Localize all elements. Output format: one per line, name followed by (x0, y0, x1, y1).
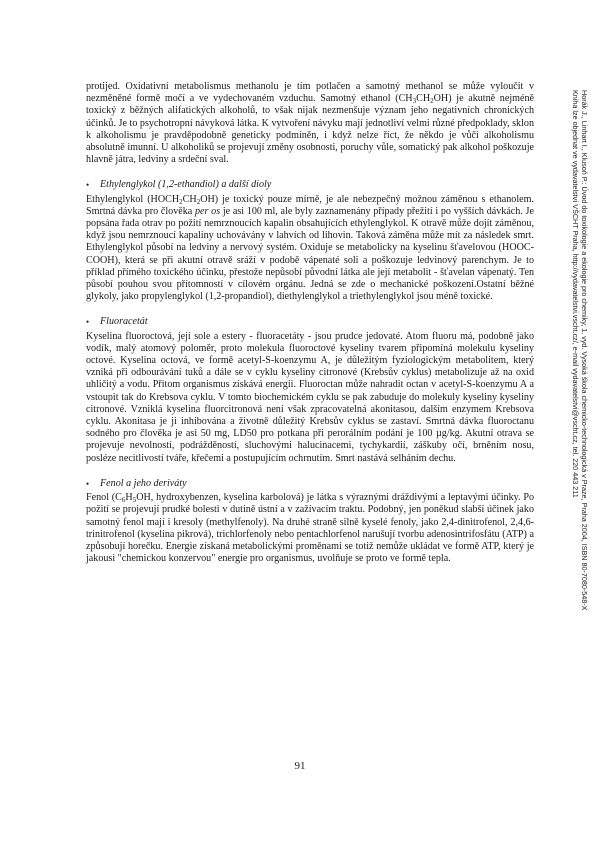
section-title-fluoracetat: • Fluoracetát (86, 316, 148, 328)
paragraph-fluoracetat: Kyselina fluoroctová, její sole a estery - fluoracetáty - jsou prudce jedovaté. Atom fluoru má, podobně jako vodík, malý atomový poloměr, proto molekula fluoroctové kyseliny tvarem připomíná molekulu kyseliny octové. Kyselina octová, ve formě acetyl-S-koenzymu A, je důležitým fyziologickým metabolitem, který vzniká při odbourávání tuků a dále se v cyklu kyseliny citronové (Krebsův cyklus) metabolizuje až na oxid uhličitý a vodu. Přitom organismus získává energii. Fluoroctan může nahradit octan v acetyl-S-koenzymu A a vstoupit tak do Krebsova cyklu. V tomto biochemickém cyklu se pak zabuduje do molekuly kyseliny kyseliny citronové. Vzniklá kyselina fluorcitronová není však zpracovatelná akonitasou, dalším enzymem Krebsova cyklu. Akonitasa je ji inhibována a životně důležitý Krebsův cyklus se zastaví. Smrtná dávka fluoroctanu sodného pro člověka je asi 50 mg, LD50 pro potkana při perorálním podání je 100 µg/kg. Akutní otrava se projevuje nevolností, podrážděností, sluchovými halucinacemi, tychykardií, záškuby očí, brněním nosu, posléze necitlivostí tváře, křečemi a postupujícím ochrnutím. Smrt nastává selháním dechu. (86, 330, 534, 464)
bullet-icon: • (86, 180, 90, 191)
bullet-icon: • (86, 317, 90, 328)
section-title-fenol: • Fenol a jeho deriváty (86, 477, 187, 489)
section-title-ethylenglykol: • Ethylenglykol (1,2-ethandiol) a další dioly (86, 179, 272, 191)
page-body (86, 81, 534, 565)
paragraph-fenol: Fenol ($C_6H_5OH$, hydroxybenzen, kyselina karbolová) je látka s výraznými dráždivými a leptavými účinky. Po požití se projevují prudké bolesti v dutině ústní a v zažívacím traktu. Podobný, jen poněkud slabší účinek jako samotný fenol mají i kresoly (methylfenoly). Na druhé straně silně kyselé fenoly, jako 2,4-dinitrofenol, 2,4,6-trinitrofenol (kyselina pikrová), trichlorfenoly nebo pentachlorfenol narušují tvorbu adenosintrifosfátu (ATP) a způsobují horečku. Energie získaná metabolickými proměnami se totiž nemůže ukládat ve formě ATP, který je jakousi "chemickou konzervou" energie pro organismus, uvolňuje se proto ve formě tepla. (86, 492, 535, 565)
bullet-icon: • (86, 478, 90, 489)
side-citation (561, 90, 600, 650)
intro-paragraph: protijed. Oxidativní metabolismus methanolu je tím potlačen a samotný methanol se může vyloučit v nezměněné formě močí a ve vydechovaném vzduchu. Samotný ethanol $(CH_3CH_2OH)$ je akutně nejméně toxický z běžných alifatických alkoholů, to však nijak nezmenšuje význam jeho negativních chronických účinků. Je to psychotropní návyková látka. K vytvoření návyku mají jednotliví velmi různé předpoklady, sklon k alkoholismu je pravděpodobně geneticky podmíněn, i když nelze říct, že někdo je vůči alkoholismu absolutně imunní. U alkoholiků se projevují změny osobnosti, poruchy vůle, somatický pak alkohol poškozuje hlavně játra, ledviny a srdeční sval. (86, 81, 534, 166)
ordering-line: Kniha lze objednat ve vydavatelství VŠCHT Praha, http://vydavatelstvi.vscht.cz/, e-mail vydavatelstvi@vscht.cz, tel. 220 443 211 (570, 90, 580, 498)
section-fluoracetat (86, 316, 534, 464)
side-citation-text (571, 90, 589, 650)
paragraph-ethylenglykol: Ethylenglykol $(HOCH_2CH_2OH)$ je toxický pouze mírně, je ale nebezpečný možnou záměnou s ethanolem. Smrtná dávka pro člověka per os je asi 100 ml, ale byly zaznamenány případy přežití i po vyšších dávkách. Je popsána řada otrav po požití nemrznoucích kapalin obsahujících ethylenglykol. K otravě může dojít záměnou, když jsou nemrznoucí kapaliny uchovávány v lahvích od lihovin. Taková záměna může mít za následek smrt. Ethylenglykol působí na ledviny a nervový systém. Oxiduje se metabolicky na kyselinu šťavelovou (HOOC-COOH), která se při akutní otravě sráží v podobě vápenaté soli a poškozuje ledvinový parenchym. Je to příklad přímého toxického účinku, přestože nepůsobí původní látka ale její metabolit - šťavelan vápenatý. Ten působí pouhou svou přítomností v cílovém orgánu. Jedná se zde o mechanické poškození.Ostatní běžné glykoly, jako propylenglykol (1,2-propandiol), diethylenglykol a triethylenglykol jsou méně toxické. (86, 193, 534, 303)
section-fenol (86, 478, 534, 565)
section-ethylenglykol (86, 179, 534, 303)
citation-line: Horák J., Linhart I., Klusoň P.: Úvod do toxikologie a ekologie pro chemiky, 1. vyd. Vysoká škola chemicko-technologická v Praze, Praha 2004, ISBN 80-7080-548-X (580, 90, 589, 611)
page-number: 91 (294, 760, 306, 772)
